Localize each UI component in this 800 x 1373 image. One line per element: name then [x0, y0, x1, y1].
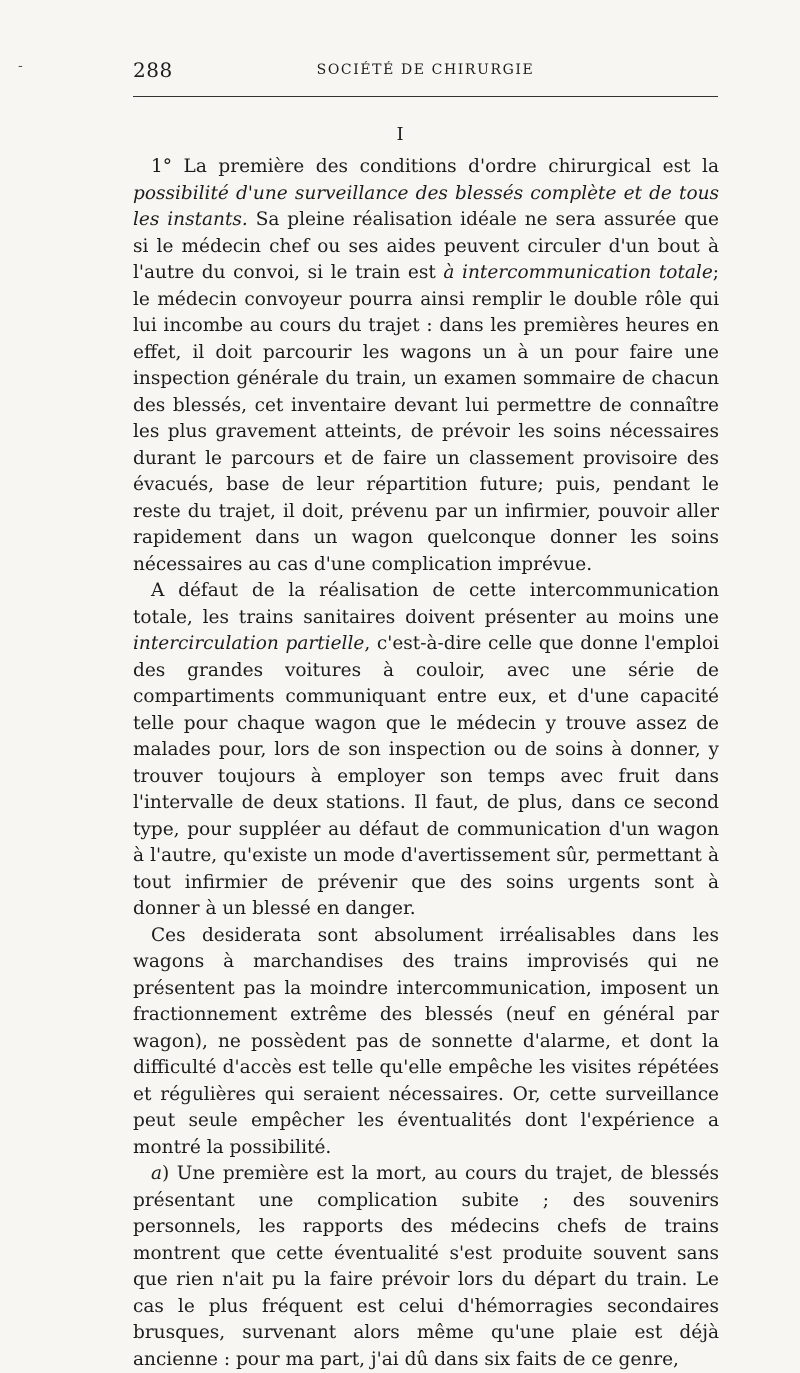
text-run: ; le médecin convoyeur pourra ainsi remplir le double rôle qui lui incombe au cours du trajet : dans les premières heures en effet, il doit parcourir les wagons un à un pour faire une inspection générale du train, un examen sommaire de chacun des blessés, cet inventaire devant lui permettre de connaître les plus gravement atteints, de prévoir les soins nécessaires durant le parcours et de faire un classement provisoire des évacués, base de leur répartition future; puis, pendant le reste du trajet, il doit, prévenu par un infirmier, pouvoir aller rapidement dans un wagon quelconque donner les soins nécessaires au cas d'une complication imprévue.	[133, 262, 720, 575]
page-number: 288	[133, 58, 173, 82]
margin-mark: -	[18, 58, 23, 74]
text-run: Sa pleine réalisation idéale ne sera assurée que si le médecin chef ou ses aides peuvent circuler d'un bout à l'autre du convoi, si le train est	[133, 209, 719, 283]
italic-run: intercirculation partielle	[133, 633, 365, 654]
text-run: Ces desiderata sont absolument irréalisables dans les wagons à marchandises des trains improvisés qui ne présentent pas la moindre intercommunication, imposent un fractionnement extrême des blessés (neuf en général par wagon), ne possèdent pas de sonnette d'alarme, et dont la difficulté d'accès est telle qu'elle empêche les visites répétées et régulières qui seraient nécessaires. Or, cette surveillance peut seule empêcher les éventualités dont l'expérience a montré la possibilité.	[133, 924, 719, 1158]
running-head: SOCIÉTÉ DE CHIRURGIE	[316, 62, 535, 78]
text-run: 1° La première des conditions d'ordre chirurgical est la	[151, 156, 719, 177]
italic-run: à intercommunication totale	[443, 262, 713, 283]
italic-run: a	[151, 1163, 163, 1184]
italic-run: possibilité d'une surveillance des blessés complète et de tous les instants.	[133, 182, 719, 230]
running-header	[133, 58, 718, 86]
paragraph	[133, 1161, 719, 1373]
text-run: , c'est-à-dire celle que donne l'emploi des grandes voitures à couloir, avec une série de compartiments communiquant entre eux, et d'une capacité telle pour chaque wagon que le médecin y trouve assez de malades pour, lors de son inspection ou de soins à donner, y trouver toujours à employer son temps avec fruit dans l'intervalle de deux stations. Il faut, de plus, dans ce second type, pour suppléer au défaut de communication d'un wagon à l'autre, qu'existe un mode d'avertissement sûr, permettant à tout infirmier de prévenir que des soins urgents sont à donner à un blessé en danger.	[133, 633, 719, 919]
header-rule	[133, 96, 718, 97]
body-text	[133, 154, 719, 1373]
text-run: A défaut de la réalisation de cette intercommunication totale, les trains sanitaires doivent présenter au moins une	[133, 580, 719, 628]
section-number: I	[396, 124, 404, 145]
text-run: ) Une première est la mort, au cours du trajet, de blessés présentant une complication subite ; des souvenirs personnels, les rapports des médecins chefs de trains montrent que cette éventualité s'est produite souvent sans que rien n'ait pu la faire prévoir lors du départ du train. Le cas le plus fréquent est celui d'hémorragies secondaires brusques, survenant alors même qu'une plaie est déjà ancienne : pour ma part, j'ai dû dans six faits de ce genre,	[133, 1163, 719, 1370]
paragraph	[133, 578, 719, 923]
paragraph	[133, 923, 719, 1162]
paragraph	[133, 154, 719, 578]
